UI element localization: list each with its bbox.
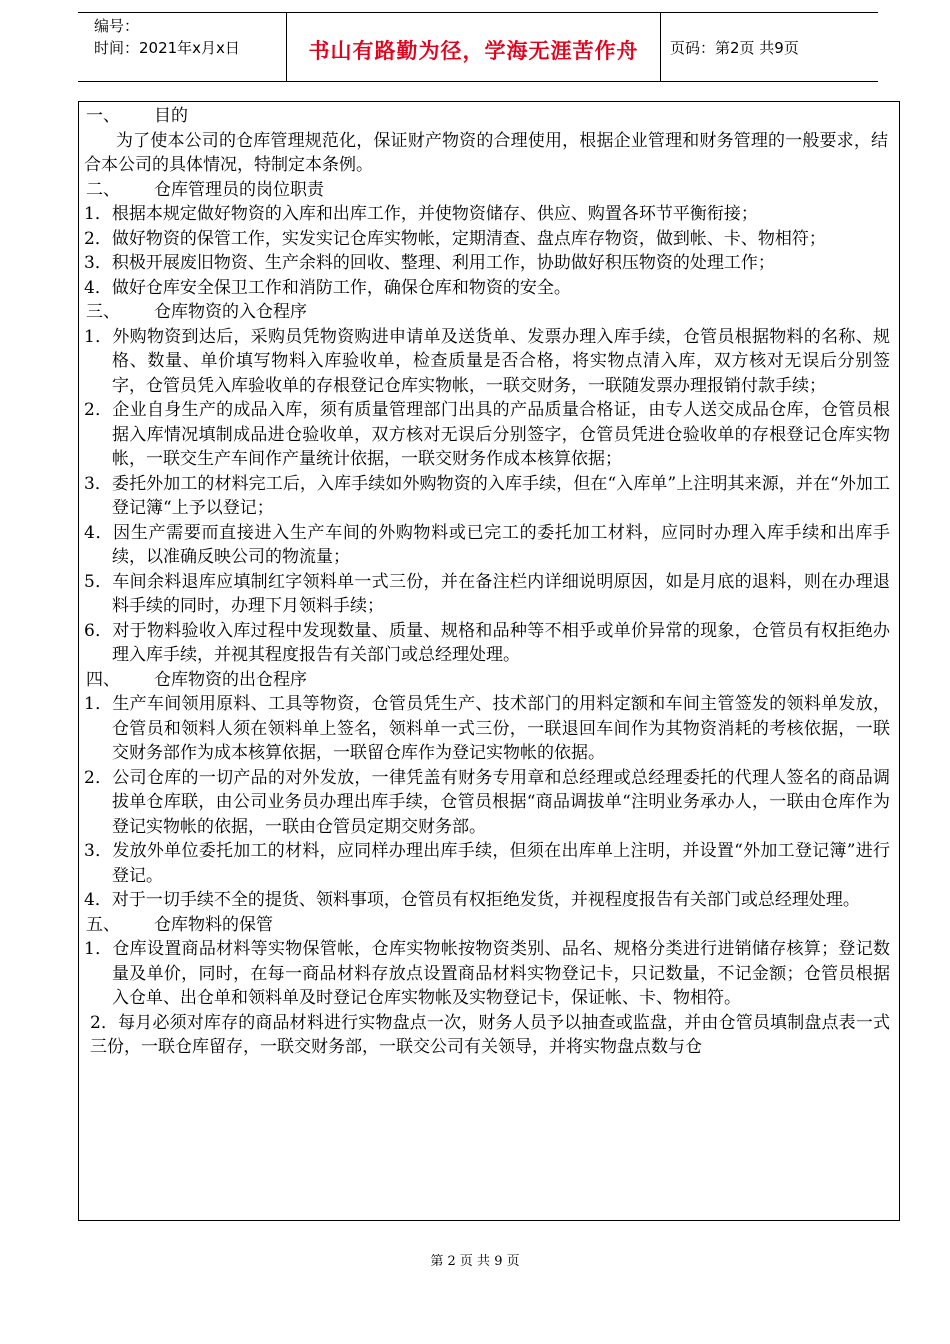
list-item: 4．做好仓库安全保卫工作和消防工作，确保仓库和物资的安全。 [84,277,571,298]
list-item: 3．发放外单位委托加工的材料，应同样办理出库手续，但须在出库单上注明，并设置“外加工登记簿”进行登记。 [84,841,890,886]
section-heading [84,913,894,938]
header-divider [660,13,661,81]
section-title: 仓库管理员的岗位职责 [154,179,324,200]
section-title: 仓库物资的入仓程序 [154,302,307,322]
header-page-info: 页码：第2页 共9页 [670,39,799,57]
list-item: 4．因生产需要而直接进入生产车间的外购物料或已完工的委托加工材料，应同时办理入库手续和出库手续，以准确反映公司的物流量； [84,522,890,567]
section-title: 目的 [154,106,188,126]
list-item: 3．委托外加工的材料完工后，入库手续如外购物资的入库手续，但在“入库单”上注明其来源，并在“外加工登记簿“上予以登记； [84,473,890,518]
list-item: 3．积极开展废旧物资、生产余料的回收、整理、利用工作，协助做好积压物资的处理工作； [84,253,775,273]
body-paragraph: 为了使本公司的仓库管理规范化，保证财产物资的合理使用，根据企业管理和财务管理的一般要求，结合本公司的具体情况，特制定本条例。 [84,130,888,175]
header-motto: 书山有路勤为径，学海无涯苦作舟 [308,39,639,63]
section-number: 二、 [86,179,120,200]
document-body [84,104,894,1060]
list-item: 1．根据本规定做好物资的入库和出库工作，并使物资储存、供应、购置各环节平衡衔接； [84,204,758,224]
list-item: 2．企业自身生产的成品入库，须有质量管理部门出具的产品质量合格证，由专人送交成品仓库，仓管员根据入库情况填制成品进仓验收单，双方核对无误后分别签字，仓管员凭进仓验收单的存根登记仓库实物帐，一联交生产车间作产量统计依据，一联交财务作成本核算依据； [84,400,890,469]
header-meta [94,15,294,59]
doc-code-label: 编号： [94,17,140,35]
list-item: 4．对于一切手续不全的提货、领料事项，仓管员有权拒绝发货，并视程度报告有关部门或总经理处理。 [84,890,860,910]
list-item: 6．对于物料验收入库过程中发现数量、质量、规格和品种等不相乎或单价异常的现象，仓管员有权拒绝办理入库手续，并视其程度报告有关部门或总经理处理。 [84,620,890,665]
doc-time-label: 时间：2021年x月x日 [94,39,240,57]
list-item: 2．公司仓库的一切产品的对外发放，一律凭盖有财务专用章和总经理或总经理委托的代理人签名的商品调拔单仓库联，由公司业务员办理出库手续，仓管员根据“商品调拔单“注明业务承办人，一联由仓库作为登记实物帐的依据，一联由仓管员定期交财务部。 [84,767,890,837]
section-number: 一、 [86,106,120,126]
section-heading [84,104,894,129]
list-item: 2．做好物资的保管工作，实发实记仓库实物帐，定期清查、盘点库存物资，做到帐、卡、物相符； [84,228,826,249]
section-heading [84,300,894,325]
list-item: 1．外购物资到达后，采购员凭物资购进申请单及送货单、发票办理入库手续，仓管员根据物料的名称、规格、数量、单价填写物料入库验收单，检查质量是否合格，将实物点清入库，双方核对无误后分别签字，仓管员凭入库验收单的存根登记仓库实物帐，一联交财务，一联随发票办理报销付款手续； [84,326,890,396]
list-item: 1．仓库设置商品材料等实物保管帐，仓库实物帐按物资类别、品名、规格分类进行进销储存核算；登记数量及单价，同时，在每一商品材料存放点设置商品材料实物登记卡，只记数量，不记金额；仓管员根据入仓单、出仓单和领料单及时登记仓库实物帐及实物登记卡，保证帐、卡、物相符。 [84,939,890,1008]
list-item: 1．生产车间领用原料、工具等物资，仓管员凭生产、技术部门的用料定额和车间主管签发的领料单发放，仓管员和领料人须在领料单上签名，领料单一式三份，一联退回车间作为其物资消耗的考核依据，一联交财务部作为成本核算依据，一联留仓库作为登记实物帐的依据。 [84,694,890,763]
section-heading [84,668,894,693]
list-item: 5．车间余料退库应填制红字领料单一式三份，并在备注栏内详细说明原因，如是月底的退料，则在办理退料手续的同时，办理下月领料手续； [84,571,890,616]
section-number: 三、 [86,302,120,322]
section-heading [84,178,894,203]
page-footer: 第 2 页 共 9 页 [430,1254,520,1269]
section-title: 仓库物料的保管 [154,914,273,935]
section-number: 五、 [86,914,120,935]
list-item: 2．每月必须对库存的商品材料进行实物盘点一次，财务人员予以抽查或监盘，并由仓管员填制盘点表一式三份，一联仓库留存，一联交财务部，一联交公司有关领导，并将实物盘点数与仓 [90,1012,890,1057]
page-header [78,12,878,82]
section-title: 仓库物资的出仓程序 [154,669,307,690]
section-number: 四、 [86,669,120,690]
